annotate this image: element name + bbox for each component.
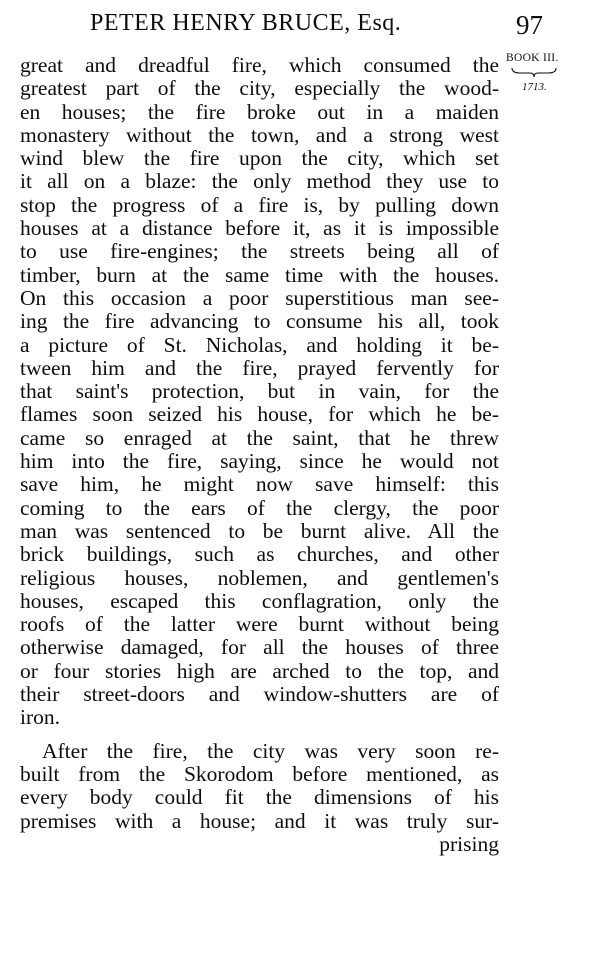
text-line: After the fire, the city was very soon re- [42,738,499,763]
text-line: timber, burn at the same time with the houses. [20,262,499,287]
margin-brace-icon [510,66,558,78]
text-line: houses, escaped this conflagration, only the [20,588,499,613]
text-line: premises with a house; and it was truly sur- [20,808,499,833]
margin-note-book: BOOK III. [506,52,559,64]
text-line: monastery without the town, and a strong west [20,122,499,147]
text-line: that saint's protection, but in vain, for the [20,379,499,404]
text-line: brick buildings, such as churches, and other [20,542,499,567]
text-line: their street-doors and window-shutters are of [20,682,499,707]
text-line: came so enraged at the saint, that he threw [20,425,499,450]
text-line: en houses; the fire broke out in a maiden [20,99,499,124]
text-line: great and dreadful fire, which consumed the [20,53,499,77]
text-line: built from the Skorodom before mentioned, as [20,761,499,786]
text-line: tween him and the fire, prayed fervently for [20,355,499,380]
text-line: roofs of the latter were burnt without being [20,612,499,637]
text-line: On this occasion a poor superstitious man see- [20,285,499,310]
running-head: PETER HENRY BRUCE, Esq. [90,10,402,36]
text-line: a picture of St. Nicholas, and holding it be- [20,332,499,357]
text-line: wind blew the fire upon the city, which set [20,146,499,171]
text-line: iron. [20,705,61,730]
text-line: to use fire-engines; the streets being all of [20,239,499,264]
text-line: or four stories high are arched to the top, and [20,658,499,683]
text-line: houses at a distance before it, as it is impossible [20,216,499,241]
margin-note-year: 1713. [522,81,547,93]
text-line: religious houses, noblemen, and gentlemen's [20,565,499,590]
text-line: save him, he might now save himself: this [20,472,499,497]
text-line: man was sentenced to be burnt alive. All the [20,518,499,543]
text-line: coming to the ears of the clergy, the poor [20,495,499,520]
paragraph [20,54,499,730]
body-text [20,54,499,856]
page-number: 97 [516,10,543,40]
text-line: flames soon seized his house, for which he be- [20,402,499,427]
paragraph [20,740,499,833]
text-line: greatest part of the city, especially the wood- [20,76,499,101]
text-line: every body could fit the dimensions of his [20,785,499,810]
text-line: stop the progress of a fire is, by pulling down [20,192,499,217]
text-line: ing the fire advancing to consume his all, took [20,309,499,334]
text-line: it all on a blaze: the only method they use to [20,169,499,194]
text-line: otherwise damaged, for all the houses of three [20,635,499,660]
catchword: prising [439,831,499,856]
text-line: him into the fire, saying, since he would not [20,449,499,474]
